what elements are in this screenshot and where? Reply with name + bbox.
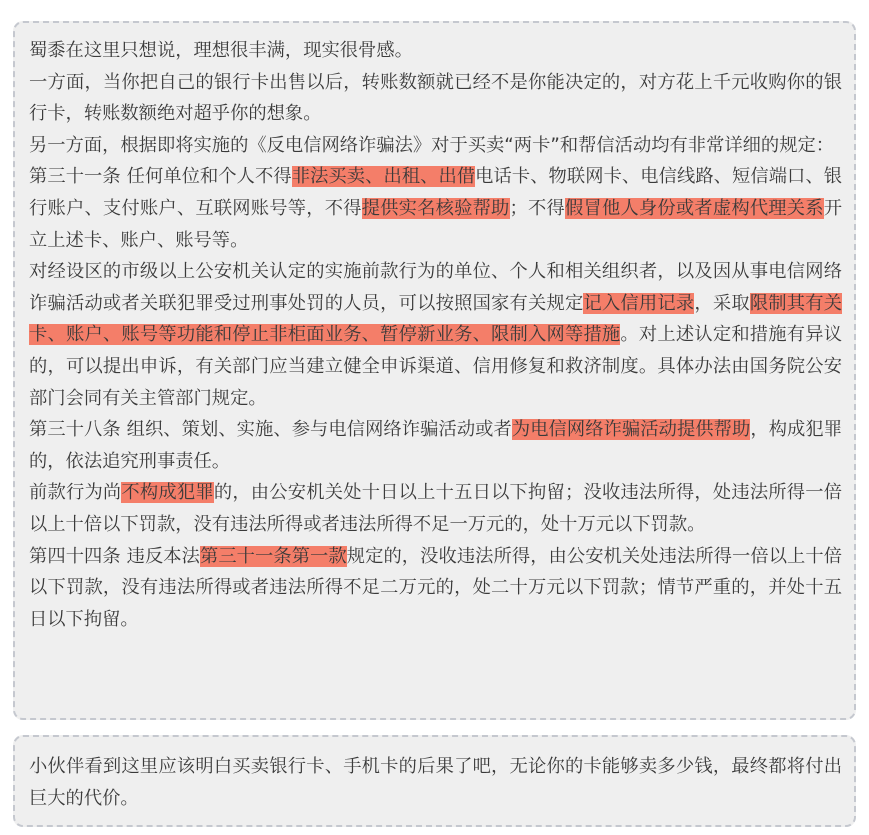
highlight-impersonation: 假冒他人身份或者虚构代理关系 bbox=[565, 197, 824, 219]
article-38-paragraph bbox=[29, 414, 842, 477]
bank-card-sale-paragraph: 一方面，当你把自己的银行卡出售以后，转账数额就已经不是你能决定的，对方花上千元收购你的银行卡，转账数额绝对超乎你的想象。 bbox=[29, 71, 842, 125]
credit-record-text: 。对上述认定和措施有异议的，可以提出申诉，有关部门应当建立健全申诉渠道、信用修复和救济制度。具体办法由国务院公安部门会同有关主管部门规定。 bbox=[29, 324, 843, 409]
intro-paragraph: 蜀黍在这里只想说，理想很丰满，现实很骨感。 bbox=[29, 40, 413, 61]
article-31-text: 开立上述卡、账户、账号等。 bbox=[29, 197, 843, 251]
article-44-paragraph bbox=[29, 541, 842, 636]
highlight-article-31-clause-1: 第三十一条第一款 bbox=[199, 545, 347, 567]
credit-record-text: 对经设区的市级以上公安机关认定的实施前款行为的单位、个人和相关组织者，以及因从事电信网络诈骗活动或者关联犯罪受过刑事处罚的人员，可以按照国家有关规定 bbox=[29, 261, 842, 314]
highlight-illegal-trade: 非法买卖、出租、出借 bbox=[291, 166, 476, 188]
conclusion-paragraph: 小伙伴看到这里应该明白买卖银行卡、手机卡的后果了吧，无论你的卡能够卖多少钱，最终都将付出巨大的代价。 bbox=[29, 756, 842, 809]
article-38-text: ，构成犯罪的，依法追究刑事责任。 bbox=[29, 419, 843, 472]
credit-record-paragraph bbox=[29, 256, 842, 414]
highlight-not-crime: 不构成犯罪 bbox=[121, 482, 214, 504]
article-31-text: 电话卡、物联网卡、电信线路、短信端口、银行账户、支付账户、互联网账号等，不得 bbox=[29, 166, 843, 219]
article-31-paragraph bbox=[29, 161, 842, 256]
penalty-paragraph bbox=[29, 477, 842, 540]
highlight-credit-record: 记入信用记录 bbox=[583, 292, 695, 314]
highlight-restriction-measures: 限制其有关卡、账户、账号等功能和停止非柜面业务、暂停新业务、限制入网等措施 bbox=[29, 292, 843, 346]
penalty-text: 前款行为尚 bbox=[29, 482, 122, 504]
highlight-real-name-verification: 提供实名核验帮助 bbox=[361, 197, 510, 219]
conclusion-box bbox=[13, 735, 856, 827]
credit-record-text: ，采取 bbox=[694, 292, 750, 314]
article-44-text: 规定的，没收违法所得，由公安机关处违法所得一倍以上十倍以下罚款，没有违法所得或者违法所得不足二万元的，处二十万元以下罚款；情节严重的，并处十五日以下拘留。 bbox=[29, 545, 843, 630]
article-31-text: ；不得 bbox=[509, 197, 565, 219]
article-38-text: 第三十八条 组织、策划、实施、参与电信网络诈骗活动或者 bbox=[29, 419, 512, 441]
highlight-fraud-assistance: 为电信网络诈骗活动提供帮助 bbox=[511, 419, 751, 441]
article-44-text: 第四十四条 违反本法 bbox=[29, 545, 200, 567]
law-intro-paragraph: 另一方面，根据即将实施的《反电信网络诈骗法》对于买卖“两卡”和帮信活动均有非常详细的规定： bbox=[29, 134, 835, 156]
penalty-text: 的，由公安机关处十日以上十五日以下拘留；没收违法所得，处违法所得一倍以上十倍以下罚款，没有违法所得或者违法所得不足一万元的，处十万元以下罚款。 bbox=[29, 482, 843, 535]
legal-info-box bbox=[13, 21, 856, 720]
article-31-text: 第三十一条 任何单位和个人不得 bbox=[29, 166, 292, 188]
